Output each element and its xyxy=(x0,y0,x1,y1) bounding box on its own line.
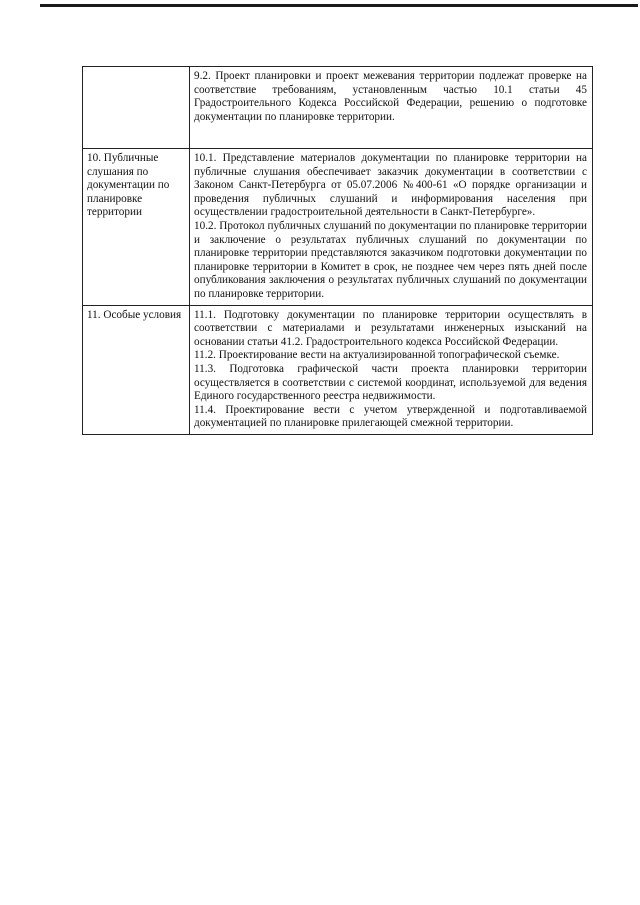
paragraph-10-1: 10.1. Представление материалов документации по планировке территории на публичные слушания обеспечивает заказчик документации в соответствии с Законом Санкт-Петербурга от 05.07.2006 №400-61 «О порядке организации и проведения публичных слушаний и информирования населения при осуществлении градостроительной деятельности в Санкт-Петербурге». xyxy=(194,152,587,219)
row-label-11: 11. Особые условия xyxy=(83,305,190,434)
paragraph-11-4: 11.4. Проектирование вести с учетом утвержденной и подготавливаемой документацией по планировке прилегающей смежной территории. xyxy=(194,403,587,430)
row-content-10 xyxy=(190,149,593,306)
paragraph-9-2: 9.2. Проект планировки и проект межевания территории подлежат проверке на соответствие требованиям, установленным частью 10.1 статьи 45 Градостроительного Кодекса Российской Федерации, решению о подготовке документации по планировке территории. xyxy=(194,70,587,123)
table-row-10 xyxy=(83,149,593,306)
paragraph-11-2: 11.2. Проектирование вести на актуализированной топографической съемке. xyxy=(194,349,560,362)
paragraph-11-1: 11.1. Подготовку документации по планировке территории осуществлять в соответствии с материалами и результатами инженерных изысканий на основании статьи 41.2. Градостроительного кодекса Российской Федерации. xyxy=(194,308,587,348)
top-border-line xyxy=(40,4,638,7)
document-table xyxy=(82,66,593,435)
row-label-9 xyxy=(83,67,190,149)
table-row-9 xyxy=(83,67,593,149)
row-label-10: 10. Публичные слушания по документации по планировке территории xyxy=(83,149,190,306)
paragraph-10-2: 10.2. Протокол публичных слушаний по документации по планировке территории и заключение о результатах публичных слушаний по документации по планировке территории представляются заказчиком подготовки документации по планировке территории в Комитет в срок, не позднее чем через пять дней после опубликования заключения о результатах публичных слушаний по документации по планировке территории. xyxy=(194,219,587,300)
row-content-9 xyxy=(190,67,593,149)
paragraph-11-3: 11.3. Подготовка графической части проекта планировки территории осуществляется в соответствии с системой координат, используемой для ведения Единого государственного реестра недвижимости. xyxy=(194,362,587,403)
table-row-11 xyxy=(83,305,593,434)
row-content-11 xyxy=(190,305,593,434)
